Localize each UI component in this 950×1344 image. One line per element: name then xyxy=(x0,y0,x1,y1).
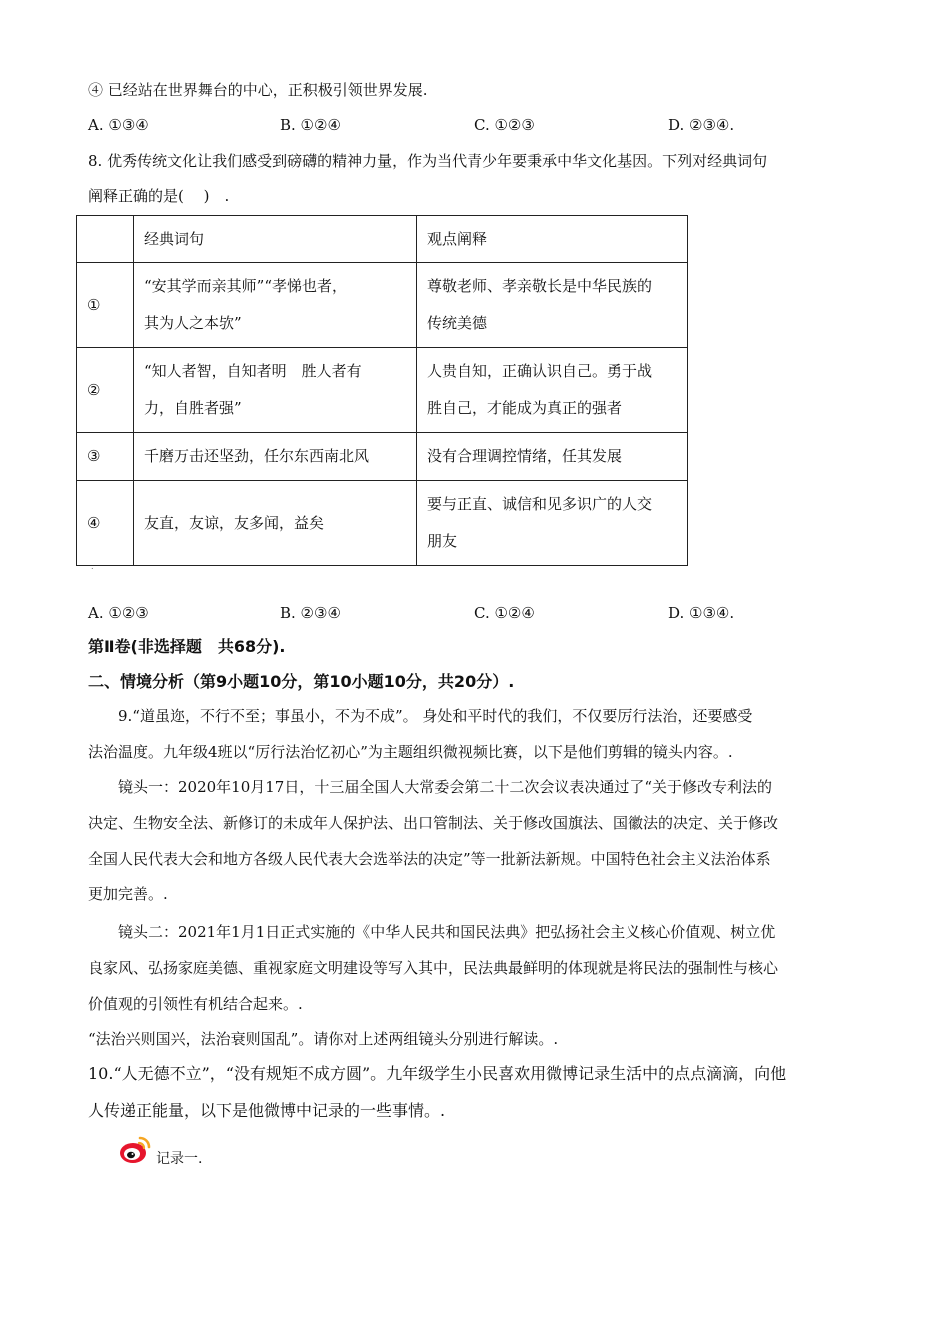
q8-choice-a: A. ①②③ xyxy=(88,604,149,622)
row-quote xyxy=(134,348,417,433)
explain-line: 胜自己，才能成为真正的强者 xyxy=(427,399,623,417)
q9-line: 镜头二：2021年1月1日正式实施的《中华人民共和国民法典》把弘扬社会主义核心价值观、树立优 xyxy=(118,923,776,941)
q9-line: 9.“道虽迩，不行不至；事虽小，不为不成”。 身处和平时代的我们，不仅要厉行法治，还要感受 xyxy=(118,707,753,725)
row-quote xyxy=(134,433,417,481)
q8-choices xyxy=(88,604,848,624)
quote-line: 力，自胜者强” xyxy=(144,399,242,417)
q9-line: 价值观的引领性有机结合起来。. xyxy=(88,995,303,1013)
row-number: ④ xyxy=(77,481,134,566)
explain-line: 传统美德 xyxy=(427,314,488,332)
q7-choice-b: B. ①②④ xyxy=(280,116,341,134)
row-explain xyxy=(417,433,688,481)
table-header-row xyxy=(77,216,688,263)
quote-line: 其为人之本欤” xyxy=(144,314,242,332)
q9-line: 全国人民代表大会和地方各级人民代表大会选举法的决定”等一批新法新规。中国特色社会主义法治体系 xyxy=(88,850,771,868)
q8-stem-line1: 8. 优秀传统文化让我们感受到磅礴的精神力量，作为当代青少年要秉承中华文化基因。下列对经典词句 xyxy=(88,152,768,170)
table-row xyxy=(77,481,688,566)
q8-choice-c: C. ①②④ xyxy=(474,604,535,622)
table-row xyxy=(77,433,688,481)
q7-choice-d: D. ②③④. xyxy=(668,116,735,134)
table-row xyxy=(77,348,688,433)
explain-line: 没有合理调控情绪，任其发展 xyxy=(427,447,623,465)
q9-line: 镜头一：2020年10月17日，十三届全国人大常委会第二十二次会议表决通过了“关于修改专利法的 xyxy=(118,778,773,796)
q7-choice-a: A. ①③④ xyxy=(88,116,149,134)
header-cell-empty xyxy=(77,216,134,263)
q10-line: 人传递正能量，以下是他微博中记录的一些事情。. xyxy=(88,1101,446,1120)
quote-line: 千磨万击还坚劲，任尔东西南北风 xyxy=(144,447,370,465)
quote-line: “知人者智，自知者明 胜人者有 xyxy=(144,362,362,380)
q8-table xyxy=(76,215,688,566)
paragraph-mark: . xyxy=(91,562,94,571)
row-number: ③ xyxy=(77,433,134,481)
quote-line: “安其学而亲其师”“孝悌也者， xyxy=(144,277,348,295)
explain-line: 人贵自知，正确认识自己。勇于战 xyxy=(427,362,653,380)
q9-line: 法治温度。九年级4班以“厉行法治忆初心”为主题组织微视频比赛，以下是他们剪辑的镜头内容。. xyxy=(88,743,733,761)
q8-stem-line2: 阐释正确的是( ) . xyxy=(88,187,230,205)
q7-choices xyxy=(88,116,848,136)
explain-line: 要与正直、诚信和见多识广的人交 xyxy=(427,495,653,513)
record-label: 记录一. xyxy=(156,1151,203,1167)
row-quote xyxy=(134,481,417,566)
table-row xyxy=(77,263,688,348)
q9-line: 决定、生物安全法、新修订的未成年人保护法、出口管制法、关于修改国旗法、国徽法的决定、关于修改 xyxy=(88,814,779,832)
weibo-icon xyxy=(118,1132,154,1166)
q9-line: “法治兴则国兴，法治衰则国乱”。请你对上述两组镜头分别进行解读。. xyxy=(88,1030,559,1048)
q7-choice-c: C. ①②③ xyxy=(474,116,535,134)
q10-line: 10.“人无德不立”，“没有规矩不成方圆”。九年级学生小民喜欢用微博记录生活中的点点滴滴，向他 xyxy=(88,1064,787,1083)
q9-line: 良家风、弘扬家庭美德、重视家庭文明建设等写入其中，民法典最鲜明的体现就是将民法的强制性与核心 xyxy=(88,959,779,977)
q9-line: 更加完善。. xyxy=(88,885,168,903)
section2-title: 二、情境分析（第9小题10分，第10小题10分，共20分）. xyxy=(88,672,515,691)
quote-line: 友直，友谅，友多闻，益矣 xyxy=(144,513,325,532)
header-cell-quote: 经典词句 xyxy=(134,216,417,263)
part2-title: 第Ⅱ卷(非选择题 共68分). xyxy=(88,637,286,656)
header-cell-explain: 观点阐释 xyxy=(417,216,688,263)
explain-line: 尊敬老师、孝亲敬长是中华民族的 xyxy=(427,277,653,295)
q7-option-4: ④ 已经站在世界舞台的中心，正积极引领世界发展. xyxy=(88,81,428,99)
row-explain xyxy=(417,263,688,348)
row-explain xyxy=(417,481,688,566)
row-quote xyxy=(134,263,417,348)
row-number: ① xyxy=(77,263,134,348)
q8-choice-d: D. ①③④. xyxy=(668,604,735,622)
explain-line: 朋友 xyxy=(427,532,458,550)
q8-choice-b: B. ②③④ xyxy=(280,604,341,622)
row-number: ② xyxy=(77,348,134,433)
row-explain xyxy=(417,348,688,433)
